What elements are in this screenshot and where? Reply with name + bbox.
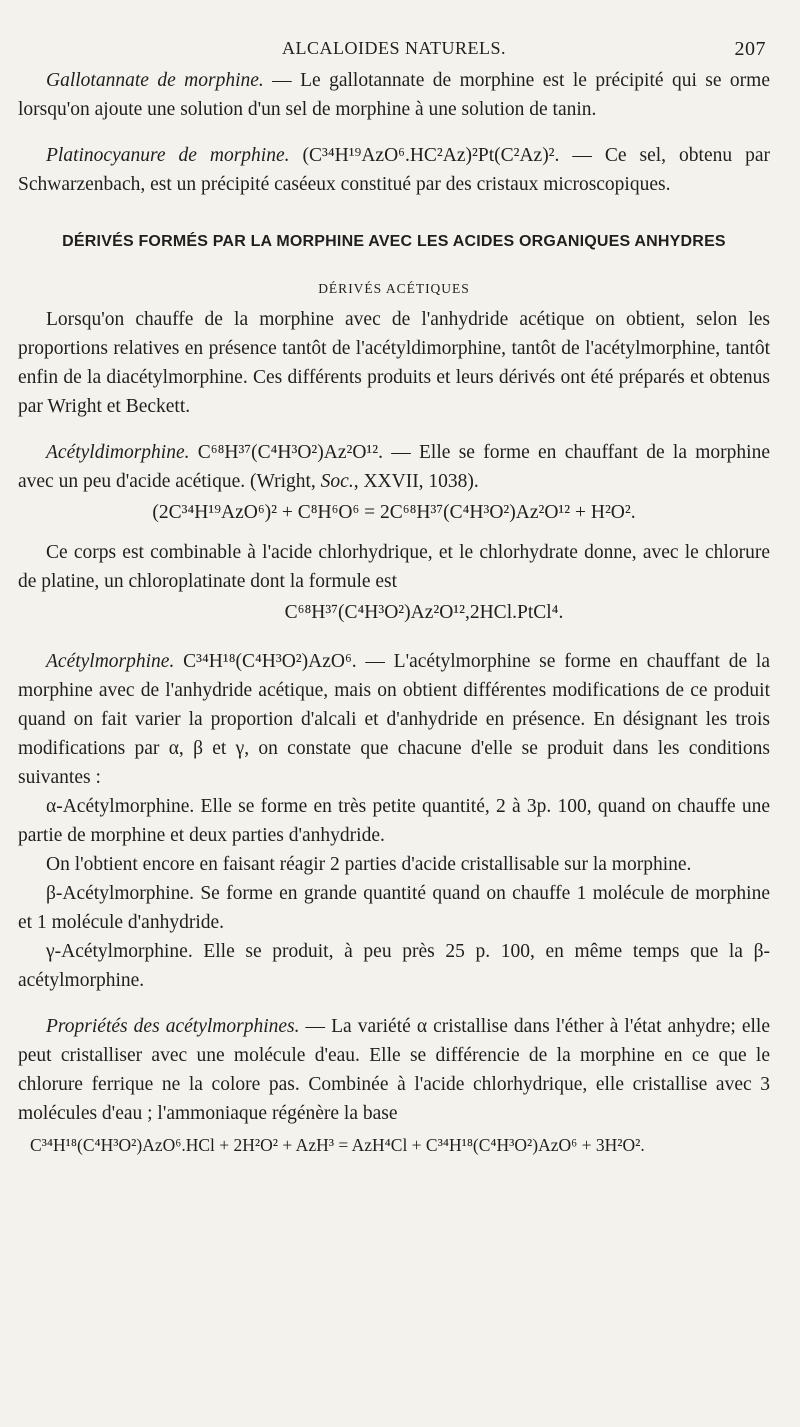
text-gallotannate: — Le gallotannate de morphine est le précipité qui se orme lorsqu'on ajoute une solution d'un sel de morphine à une solution de tanin. — [18, 70, 770, 120]
term-acetylmorphine: Acétylmorphine. — [46, 651, 175, 672]
paragraph-proprietes — [18, 1012, 770, 1128]
paragraph-acetyldimorphine — [18, 438, 770, 496]
equation-acetyldimorphine: (2C³⁴H¹⁹AzO⁶)² + C⁸H⁶O⁶ = 2C⁶⁸H³⁷(C⁴H³O²)Az²O¹² + H²O². — [152, 502, 636, 523]
paragraph-gallotannate — [18, 66, 770, 124]
running-header — [18, 38, 770, 66]
text-acetyldimorphine-2: , XXVII, 1038). — [353, 471, 479, 492]
running-title: ALCALOIDES NATURELS. — [282, 38, 506, 58]
formula-chloroplatinate: C⁶⁸H³⁷(C⁴H³O²)Az²O¹²,2HCl.PtCl⁴. — [284, 602, 564, 623]
paragraph-platinocyanure — [18, 141, 770, 199]
journal-citation: Soc. — [320, 471, 354, 492]
term-proprietes: Propriétés des acétylmorphines. — [46, 1016, 300, 1037]
paragraph-acetylmorphine — [18, 647, 770, 792]
term-gallotannate: Gallotannate de morphine. — [46, 70, 264, 91]
section-heading: DÉRIVÉS FORMÉS PAR LA MORPHINE AVEC LES ACIDES ORGANIQUES ANHYDRES — [62, 233, 726, 250]
paragraph-chlorhydrate: Ce corps est combinable à l'acide chlorhydrique, et le chlorhydrate donne, avec le chlorure de platine, un chloroplatinate dont la formule est — [18, 542, 770, 592]
page-number: 207 — [734, 38, 766, 60]
paragraph-alpha: α-Acétylmorphine. Elle se forme en très petite quantité, 2 à 3p. 100, quand on chauffe une partie de morphine et deux parties d'anhydride. — [18, 796, 770, 846]
paragraph-beta: β-Acétylmorphine. Se forme en grande quantité quand on chauffe 1 molécule de morphine et 1 molécule d'anhydride. — [18, 883, 770, 933]
text-acetylmorphine: C³⁴H¹⁸(C⁴H³O²)AzO⁶. — L'acétylmorphine se forme en chauffant de la morphine avec de l'anhydride acétique, mais on obtient différentes modifications de ce produit quand on fait varier la proportion d'alcali et d'anhydride en présence. En désignant les trois modifications par α, β et γ, on constate que chacune d'elle se produit dans les conditions suivantes : — [18, 651, 770, 788]
paragraph-alpha-2: On l'obtient encore en faisant réagir 2 parties d'acide cristallisable sur la morphine. — [46, 854, 692, 875]
paragraph-gamma: γ-Acétylmorphine. Elle se produit, à peu près 25 p. 100, en même temps que la β-acétylmorphine. — [18, 941, 770, 991]
paragraph-intro: Lorsqu'on chauffe de la morphine avec de l'anhydride acétique on obtient, selon les proportions relatives en présence tantôt de l'acétyldimorphine, tantôt de l'acétylmorphine, tantôt enfin de la diacétylmorphine. Ces différents produits et leurs dérivés ont été préparés et obtenus par Wright et Beckett. — [18, 309, 770, 417]
text-proprietes: — La variété α cristallise dans l'éther à l'état anhydre; elle peut cristalliser avec une molécule d'eau. Elle se différencie de la morphine en ce que le chlorure ferrique ne la colore pas. Combinée à l'acide chlorhydrique, elle cristallise avec 3 molécules d'eau ; l'ammoniaque régénère la base — [18, 1016, 770, 1124]
text-acetyldimorphine-1: C⁶⁸H³⁷(C⁴H³O²)Az²O¹². — Elle se forme en chauffant de la morphine avec un peu d'acide acétique. (Wright, — [18, 442, 770, 492]
equation-proprietes: C³⁴H¹⁸(C⁴H³O²)AzO⁶.HCl + 2H²O² + AzH³ = AzH⁴Cl + C³⁴H¹⁸(C⁴H³O²)AzO⁶ + 3H²O². — [30, 1135, 645, 1155]
text-platinocyanure: (C³⁴H¹⁹AzO⁶.HC²Az)²Pt(C²Az)². — Ce sel, obtenu par Schwarzenbach, est un précipité caséeux constitué par des cristaux microscopiques. — [18, 145, 770, 195]
term-acetyldimorphine: Acétyldimorphine. — [46, 442, 190, 463]
section-subheading: DÉRIVÉS ACÉTIQUES — [318, 281, 470, 296]
term-platinocyanure: Platinocyanure de morphine. — [46, 145, 290, 166]
